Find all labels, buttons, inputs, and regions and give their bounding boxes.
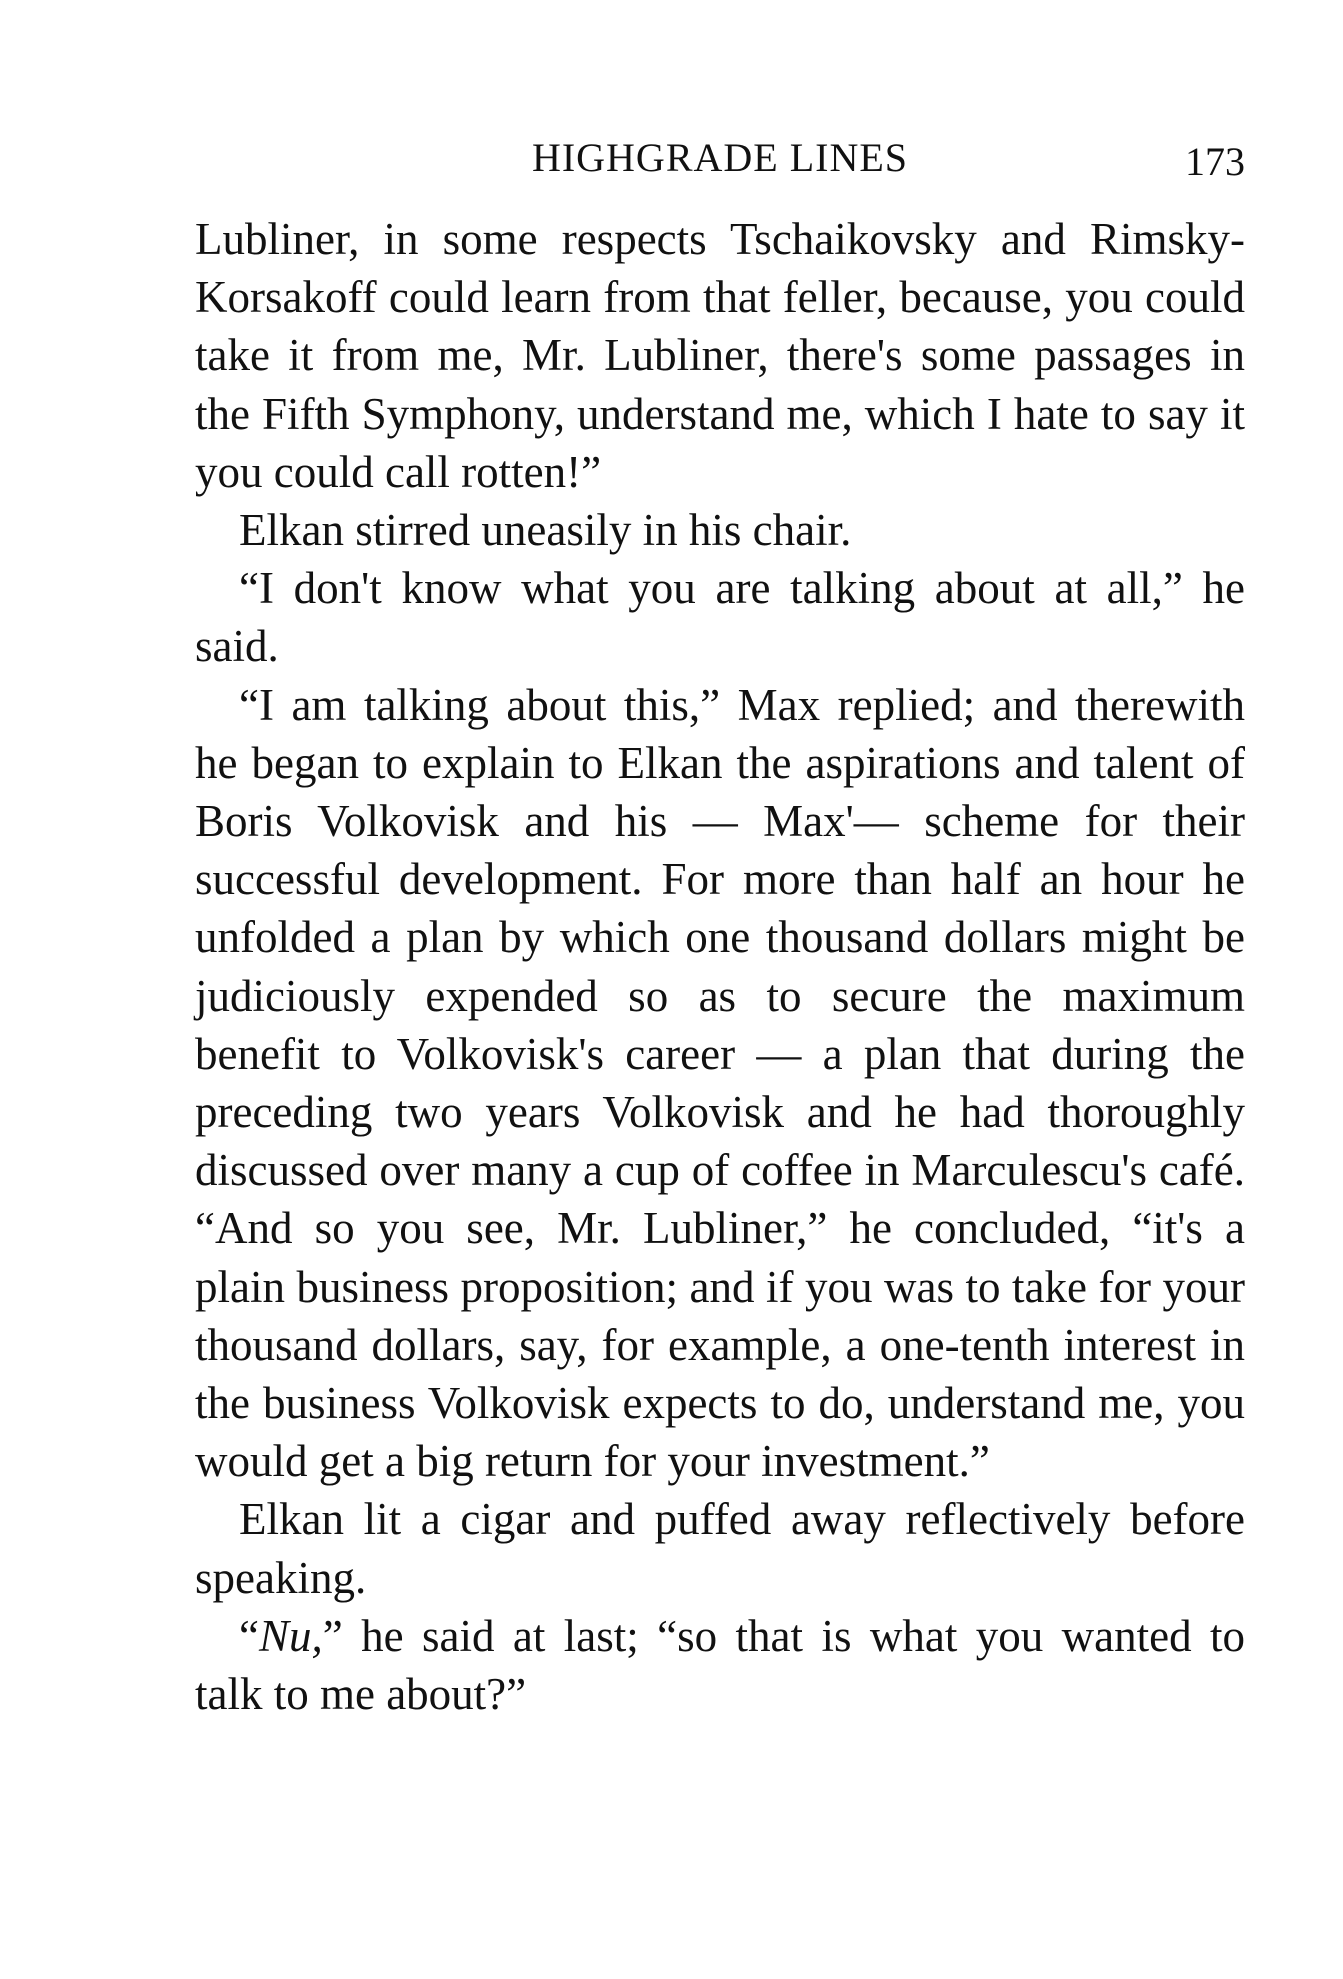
open-quote: “ [239, 1610, 259, 1661]
italic-word: Nu, [258, 1610, 323, 1661]
paragraph [195, 1607, 1245, 1723]
body-text [195, 210, 1245, 1723]
paragraph: Elkan stirred uneasily in his chair. [239, 505, 852, 556]
running-title: HIGHGRADE LINES [531, 135, 909, 180]
paragraph: Lubliner, in some respects Tschaikovsky and Rimsky-Korsakoff could learn from that feller, because, you could take it from me, Mr. Lubliner, there's some passages in the Fifth Symphony, understand me, which I hate to say it you could call rotten!” [195, 214, 1245, 497]
paragraph: “I don't know what you are talking about at all,” he said. [195, 563, 1245, 672]
paragraph: “I am talking about this,” Max replied; and therewith he began to explain to Elkan the aspirations and talent of Boris Volkovisk and his — Max'— scheme for their successful development. For more than half an hour he unfolded a plan by which one thousand dollars might be judiciously expended so as to secure the maximum benefit to Volkovisk's career — a plan that during the preceding two years Volkovisk and he had thoroughly discussed over many a cup of coffee in Marculescu's café. “And so you see, Mr. Lubliner,” he concluded, “it's a plain business proposition; and if you was to take for your thousand dollars, say, for example, a one-tenth interest in the business Volkovisk expects to do, understand me, you would get a big return for your investment.” [195, 679, 1245, 1487]
paragraph: Elkan lit a cigar and puffed away reflectively before speaking. [195, 1494, 1245, 1603]
paragraph-rest: ” he said at last; “so that is what you wanted to talk to me about?” [195, 1610, 1245, 1720]
running-head [195, 128, 1245, 188]
page-number: 173 [1185, 139, 1245, 184]
